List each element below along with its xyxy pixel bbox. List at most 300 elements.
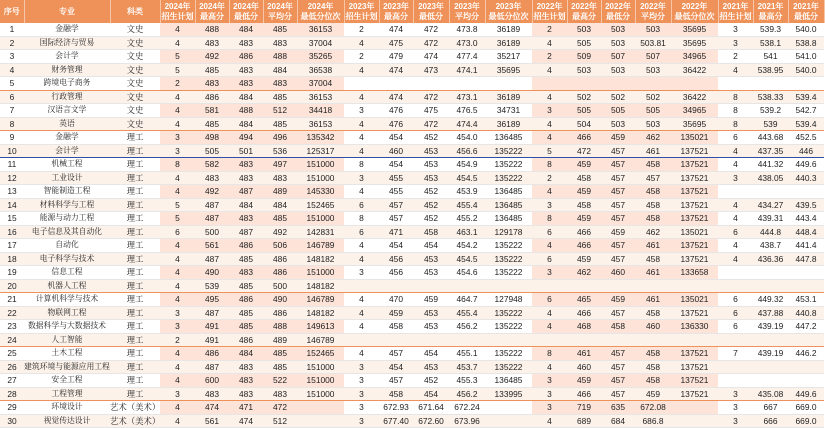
- table-cell: 462: [567, 266, 601, 280]
- table-cell: 文史: [110, 23, 160, 36]
- table-row: [0, 387, 824, 401]
- table-cell: 458: [567, 198, 601, 212]
- table-cell: 466: [567, 306, 601, 320]
- table-cell: 459: [567, 212, 601, 226]
- table-cell: 理工: [110, 306, 160, 320]
- table-cell: [449, 279, 485, 293]
- table-cell: 7: [0, 104, 24, 118]
- table-cell: [671, 77, 718, 91]
- table-cell: 438.7: [753, 239, 788, 253]
- table-cell: 503: [601, 63, 635, 77]
- table-cell: 137521: [671, 185, 718, 199]
- table-cell: 454.2: [449, 239, 485, 253]
- table-cell: 506: [263, 239, 297, 253]
- table-cell: 艺术（美术）: [110, 402, 161, 413]
- table-cell: 494: [229, 131, 263, 145]
- table-cell: 536: [263, 144, 297, 158]
- table-cell: 440.8: [788, 306, 824, 320]
- table-header: [0, 0, 824, 23]
- table-cell: 36153: [297, 23, 344, 36]
- table-cell: 4: [344, 90, 379, 104]
- table-cell: 146789: [297, 293, 344, 307]
- table-cell: 5: [532, 144, 567, 158]
- table-cell: [413, 333, 449, 347]
- major-cell: 数据科学与大数据技术: [24, 320, 110, 334]
- table-cell: 500: [195, 225, 229, 239]
- table-cell: 503: [601, 117, 635, 131]
- table-row: [0, 131, 824, 145]
- table-cell: 689: [567, 414, 601, 428]
- table-cell: 34965: [671, 50, 718, 64]
- table-cell: [635, 333, 671, 347]
- table-cell: 483: [263, 77, 297, 91]
- table-cell: 485: [195, 63, 229, 77]
- table-cell: 3: [718, 401, 753, 415]
- table-cell: 4: [718, 144, 753, 158]
- table-cell: 485: [263, 23, 297, 36]
- table-cell: 522: [263, 374, 297, 388]
- table-cell: 34418: [297, 104, 344, 118]
- table-cell: 561: [195, 414, 229, 428]
- table-cell: 444.8: [753, 225, 788, 239]
- table-cell: 453: [413, 144, 449, 158]
- header-cell: 2024年 最高分: [195, 0, 229, 23]
- table-cell: 458: [413, 225, 449, 239]
- table-cell: 457: [379, 347, 413, 361]
- table-row: [0, 185, 824, 199]
- table-cell: 455.1: [449, 347, 485, 361]
- table-cell: 474: [379, 90, 413, 104]
- table-cell: 30: [0, 414, 24, 428]
- table-cell: 11: [0, 158, 24, 172]
- table-cell: 454: [379, 360, 413, 374]
- major-cell: 环境设计: [24, 401, 110, 415]
- table-cell: [671, 414, 718, 428]
- table-cell: 475: [379, 36, 413, 50]
- table-cell: 8: [0, 117, 24, 131]
- table-cell: 476.5: [449, 104, 485, 118]
- table-cell: 36189: [485, 36, 532, 50]
- table-cell: 3: [344, 374, 379, 388]
- table-cell: 460: [601, 266, 635, 280]
- table-cell: 456: [379, 266, 413, 280]
- table-cell: 458: [635, 252, 671, 266]
- table-cell: 8: [344, 212, 379, 226]
- table-cell: 135222: [485, 239, 532, 253]
- table-cell: 476: [379, 117, 413, 131]
- table-cell: [485, 279, 532, 293]
- table-row: [0, 333, 824, 347]
- table-cell: 452: [413, 131, 449, 145]
- table-cell: 487: [229, 185, 263, 199]
- table-cell: 483: [229, 212, 263, 226]
- table-cell: 理工: [110, 333, 160, 347]
- table-cell: 539.2: [753, 104, 788, 118]
- table-cell: 133995: [485, 387, 532, 401]
- table-cell: [753, 360, 788, 374]
- table-cell: 17: [0, 239, 24, 253]
- table-cell: 456: [379, 252, 413, 266]
- table-row: [0, 306, 824, 320]
- table-cell: 483: [263, 171, 297, 185]
- table-cell: 20: [0, 279, 24, 293]
- table-cell: 152465: [297, 347, 344, 361]
- table-cell: 503.81: [635, 36, 671, 50]
- table-cell: 10: [0, 144, 24, 158]
- table-cell: 453: [413, 158, 449, 172]
- table-cell: 459: [567, 185, 601, 199]
- table-row: [0, 320, 824, 334]
- table-cell: 484: [229, 117, 263, 131]
- table-cell: 488: [195, 23, 229, 36]
- table-cell: 6: [718, 225, 753, 239]
- table-cell: 35695: [485, 63, 532, 77]
- table-cell: 454.6: [449, 266, 485, 280]
- table-row: [0, 50, 824, 64]
- table-cell: 460: [567, 360, 601, 374]
- table-body: [0, 23, 824, 428]
- table-cell: [344, 77, 379, 91]
- table-cell: [449, 333, 485, 347]
- table-cell: 137521: [671, 144, 718, 158]
- table-row: [0, 252, 824, 266]
- table-cell: 458: [635, 374, 671, 388]
- table-cell: 539.4: [788, 117, 824, 131]
- table-cell: 672.60: [413, 414, 449, 428]
- table-cell: 135222: [485, 252, 532, 266]
- table-cell: 488: [263, 320, 297, 334]
- table-cell: 137521: [671, 198, 718, 212]
- table-cell: 459: [567, 252, 601, 266]
- table-cell: 3: [344, 360, 379, 374]
- table-cell: 454.9: [449, 158, 485, 172]
- table-cell: 137521: [671, 239, 718, 253]
- table-cell: 462: [635, 131, 671, 145]
- table-cell: 490: [195, 266, 229, 280]
- table-cell: 4: [344, 293, 379, 307]
- table-cell: 35217: [485, 50, 532, 64]
- table-cell: 447.8: [788, 252, 824, 266]
- table-cell: 4: [532, 117, 567, 131]
- table-row: [0, 360, 824, 374]
- header-cell: 2023年 最低分: [413, 0, 449, 23]
- table-cell: 4: [344, 144, 379, 158]
- table-cell: 6: [718, 131, 753, 145]
- major-cell: 工业设计: [24, 171, 110, 185]
- table-cell: 474.4: [449, 117, 485, 131]
- table-cell: 457: [379, 198, 413, 212]
- table-cell: 473.1: [449, 90, 485, 104]
- table-cell: 457: [601, 171, 635, 185]
- table-cell: 485: [229, 306, 263, 320]
- table-cell: 4: [160, 171, 195, 185]
- table-cell: 457: [601, 212, 635, 226]
- table-cell: 6: [344, 198, 379, 212]
- table-cell: 459: [601, 225, 635, 239]
- table-cell: 4: [718, 252, 753, 266]
- table-cell: 4: [160, 401, 195, 415]
- table-cell: 503: [601, 23, 635, 36]
- table-cell: 459: [601, 293, 635, 307]
- table-cell: 2: [160, 77, 195, 91]
- table-cell: 4: [160, 266, 195, 280]
- table-cell: [753, 374, 788, 388]
- table-cell: 36422: [671, 63, 718, 77]
- table-cell: 3: [532, 266, 567, 280]
- table-cell: 135222: [485, 347, 532, 361]
- table-cell: 505: [567, 104, 601, 118]
- table-cell: 3: [532, 198, 567, 212]
- table-cell: 458: [601, 320, 635, 334]
- table-cell: 491: [195, 333, 229, 347]
- table-cell: [718, 333, 753, 347]
- table-cell: 538.95: [753, 63, 788, 77]
- table-cell: [413, 77, 449, 91]
- header-cell: 2023年 平均分: [449, 0, 485, 23]
- table-cell: 454: [379, 158, 413, 172]
- table-cell: 4: [344, 347, 379, 361]
- table-cell: 2: [344, 50, 379, 64]
- table-cell: 472: [263, 401, 297, 415]
- table-cell: 29: [0, 401, 24, 415]
- table-cell: [788, 333, 824, 347]
- table-cell: 3: [718, 171, 753, 185]
- table-cell: 3: [160, 320, 195, 334]
- table-cell: 454: [413, 347, 449, 361]
- table-cell: 4: [344, 306, 379, 320]
- table-cell: 472: [413, 90, 449, 104]
- table-cell: 3: [160, 144, 195, 158]
- table-cell: 561: [195, 239, 229, 253]
- table-cell: 439.19: [753, 347, 788, 361]
- table-cell: 137521: [671, 306, 718, 320]
- table-cell: 4: [160, 23, 195, 36]
- major-cell: 视觉传达设计: [24, 414, 110, 428]
- table-row: [0, 104, 824, 118]
- table-cell: 理工: [110, 239, 160, 253]
- table-cell: [344, 333, 379, 347]
- table-cell: 5: [160, 63, 195, 77]
- table-cell: 503: [635, 23, 671, 36]
- table-cell: [788, 360, 824, 374]
- table-cell: 477.4: [449, 50, 485, 64]
- major-cell: 智能制造工程: [24, 185, 110, 199]
- table-cell: 3: [532, 104, 567, 118]
- table-cell: 512: [263, 414, 297, 428]
- table-row: [0, 212, 824, 226]
- table-cell: 3: [532, 387, 567, 401]
- table-cell: 6: [532, 293, 567, 307]
- table-cell: [788, 77, 824, 91]
- table-row: [0, 374, 824, 388]
- table-cell: 36153: [297, 117, 344, 131]
- table-cell: [449, 77, 485, 91]
- header-cell: 2021年 最高分: [753, 0, 788, 23]
- table-cell: 理工: [110, 171, 160, 185]
- table-cell: 5: [0, 77, 24, 91]
- header-cell: 专业: [24, 0, 110, 23]
- table-cell: 25: [0, 347, 24, 361]
- table-cell: 文史: [110, 117, 160, 131]
- table-cell: 23: [0, 320, 24, 334]
- table-cell: 3: [718, 36, 753, 50]
- table-cell: 4: [160, 374, 195, 388]
- table-cell: 458: [635, 306, 671, 320]
- table-cell: 489: [263, 185, 297, 199]
- table-cell: 457: [635, 171, 671, 185]
- table-cell: 453: [413, 171, 449, 185]
- table-cell: 125317: [297, 144, 344, 158]
- table-cell: 453: [413, 252, 449, 266]
- table-cell: 487: [195, 212, 229, 226]
- table-cell: 483: [195, 36, 229, 50]
- table-cell: 135021: [671, 225, 718, 239]
- table-cell: 4: [532, 306, 567, 320]
- table-cell: 136485: [485, 131, 532, 145]
- table-cell: 4: [160, 293, 195, 307]
- table-cell: 453: [413, 360, 449, 374]
- table-cell: 8: [160, 158, 195, 172]
- table-cell: 2: [160, 333, 195, 347]
- major-cell: 国际经济与贸易: [24, 36, 110, 50]
- table-row: [0, 239, 824, 253]
- table-cell: 27: [0, 374, 24, 388]
- table-cell: 462: [635, 225, 671, 239]
- table-cell: 538.33: [753, 90, 788, 104]
- major-cell: 电子科学与技术: [24, 252, 110, 266]
- table-cell: 485: [229, 252, 263, 266]
- table-cell: 37004: [297, 36, 344, 50]
- table-cell: 459: [379, 306, 413, 320]
- table-cell: 理工: [110, 185, 160, 199]
- table-cell: 461: [635, 144, 671, 158]
- table-cell: 483: [195, 387, 229, 401]
- table-cell: 文史: [110, 77, 160, 91]
- table-cell: 486: [263, 306, 297, 320]
- table-cell: [753, 279, 788, 293]
- table-cell: 435.08: [753, 387, 788, 401]
- table-cell: [601, 77, 635, 91]
- table-cell: 503: [567, 23, 601, 36]
- table-cell: 3: [344, 266, 379, 280]
- table-cell: 453.9: [449, 185, 485, 199]
- table-cell: 457: [601, 374, 635, 388]
- table-cell: 473.8: [449, 23, 485, 36]
- table-cell: [788, 374, 824, 388]
- table-cell: 488: [263, 50, 297, 64]
- table-cell: 8: [718, 90, 753, 104]
- table-cell: 理工: [110, 387, 160, 401]
- table-cell: 37004: [297, 77, 344, 91]
- table-cell: 3: [532, 401, 567, 415]
- table-cell: 3: [344, 104, 379, 118]
- table-cell: 458: [635, 158, 671, 172]
- table-cell: 542.7: [788, 104, 824, 118]
- major-cell: 土木工程: [24, 347, 110, 361]
- table-cell: 455: [379, 185, 413, 199]
- table-cell: 3: [160, 306, 195, 320]
- table-cell: 483: [229, 63, 263, 77]
- table-cell: [379, 77, 413, 91]
- table-cell: 479: [379, 50, 413, 64]
- table-row: [0, 144, 824, 158]
- table-cell: 486: [263, 252, 297, 266]
- table-cell: 127948: [485, 293, 532, 307]
- table-cell: 142831: [297, 225, 344, 239]
- table-cell: 472: [413, 23, 449, 36]
- table-cell: 3: [718, 387, 753, 401]
- table-row: [0, 414, 824, 428]
- table-cell: 6: [718, 306, 753, 320]
- table-cell: 502: [635, 90, 671, 104]
- table-cell: 466: [567, 131, 601, 145]
- table-cell: 8: [532, 347, 567, 361]
- table-row: [0, 266, 824, 280]
- table-cell: 458: [379, 387, 413, 401]
- table-cell: 理工: [110, 320, 160, 334]
- table-cell: 3: [718, 414, 753, 428]
- table-cell: 457: [601, 360, 635, 374]
- table-cell: 35265: [297, 50, 344, 64]
- table-cell: 441.32: [753, 158, 788, 172]
- table-cell: 151000: [297, 171, 344, 185]
- table-cell: 136485: [485, 185, 532, 199]
- table-cell: 492: [195, 50, 229, 64]
- table-cell: 6: [718, 320, 753, 334]
- table-cell: 461: [635, 293, 671, 307]
- table-cell: 436.36: [753, 252, 788, 266]
- table-cell: 449.32: [753, 293, 788, 307]
- table-cell: 456.2: [449, 387, 485, 401]
- table-cell: 文史: [110, 63, 160, 77]
- table-cell: 453.1: [788, 293, 824, 307]
- table-cell: 35695: [671, 23, 718, 36]
- table-cell: 135021: [671, 293, 718, 307]
- table-row: [0, 90, 824, 104]
- table-cell: 理工: [110, 212, 160, 226]
- table-cell: 457: [601, 347, 635, 361]
- table-cell: 539: [195, 279, 229, 293]
- table-cell: [718, 279, 753, 293]
- table-cell: 理工: [110, 158, 160, 172]
- major-cell: 会计学: [24, 144, 110, 158]
- table-cell: 441.4: [788, 239, 824, 253]
- major-cell: 自动化: [24, 239, 110, 253]
- table-cell: 440.3: [788, 171, 824, 185]
- table-cell: 457: [601, 198, 635, 212]
- table-cell: 文史: [110, 104, 160, 118]
- table-cell: 3: [344, 171, 379, 185]
- table-cell: 34965: [671, 104, 718, 118]
- table-cell: 458: [635, 347, 671, 361]
- header-cell: 2022年 最低分位次: [671, 0, 718, 23]
- table-cell: 485: [263, 212, 297, 226]
- table-cell: 18: [0, 252, 24, 266]
- table-cell: 文史: [110, 90, 160, 104]
- table-cell: 505: [635, 104, 671, 118]
- table-cell: 483: [195, 171, 229, 185]
- major-cell: 建筑环境与能源应用工程: [24, 360, 110, 374]
- table-cell: 456.6: [449, 144, 485, 158]
- table-cell: 22: [0, 306, 24, 320]
- table-cell: 490: [263, 293, 297, 307]
- table-cell: 487: [195, 252, 229, 266]
- major-cell: 工程管理: [24, 387, 110, 401]
- table-cell: 486: [229, 293, 263, 307]
- table-cell: 151000: [297, 374, 344, 388]
- table-cell: 581: [195, 104, 229, 118]
- table-cell: [635, 279, 671, 293]
